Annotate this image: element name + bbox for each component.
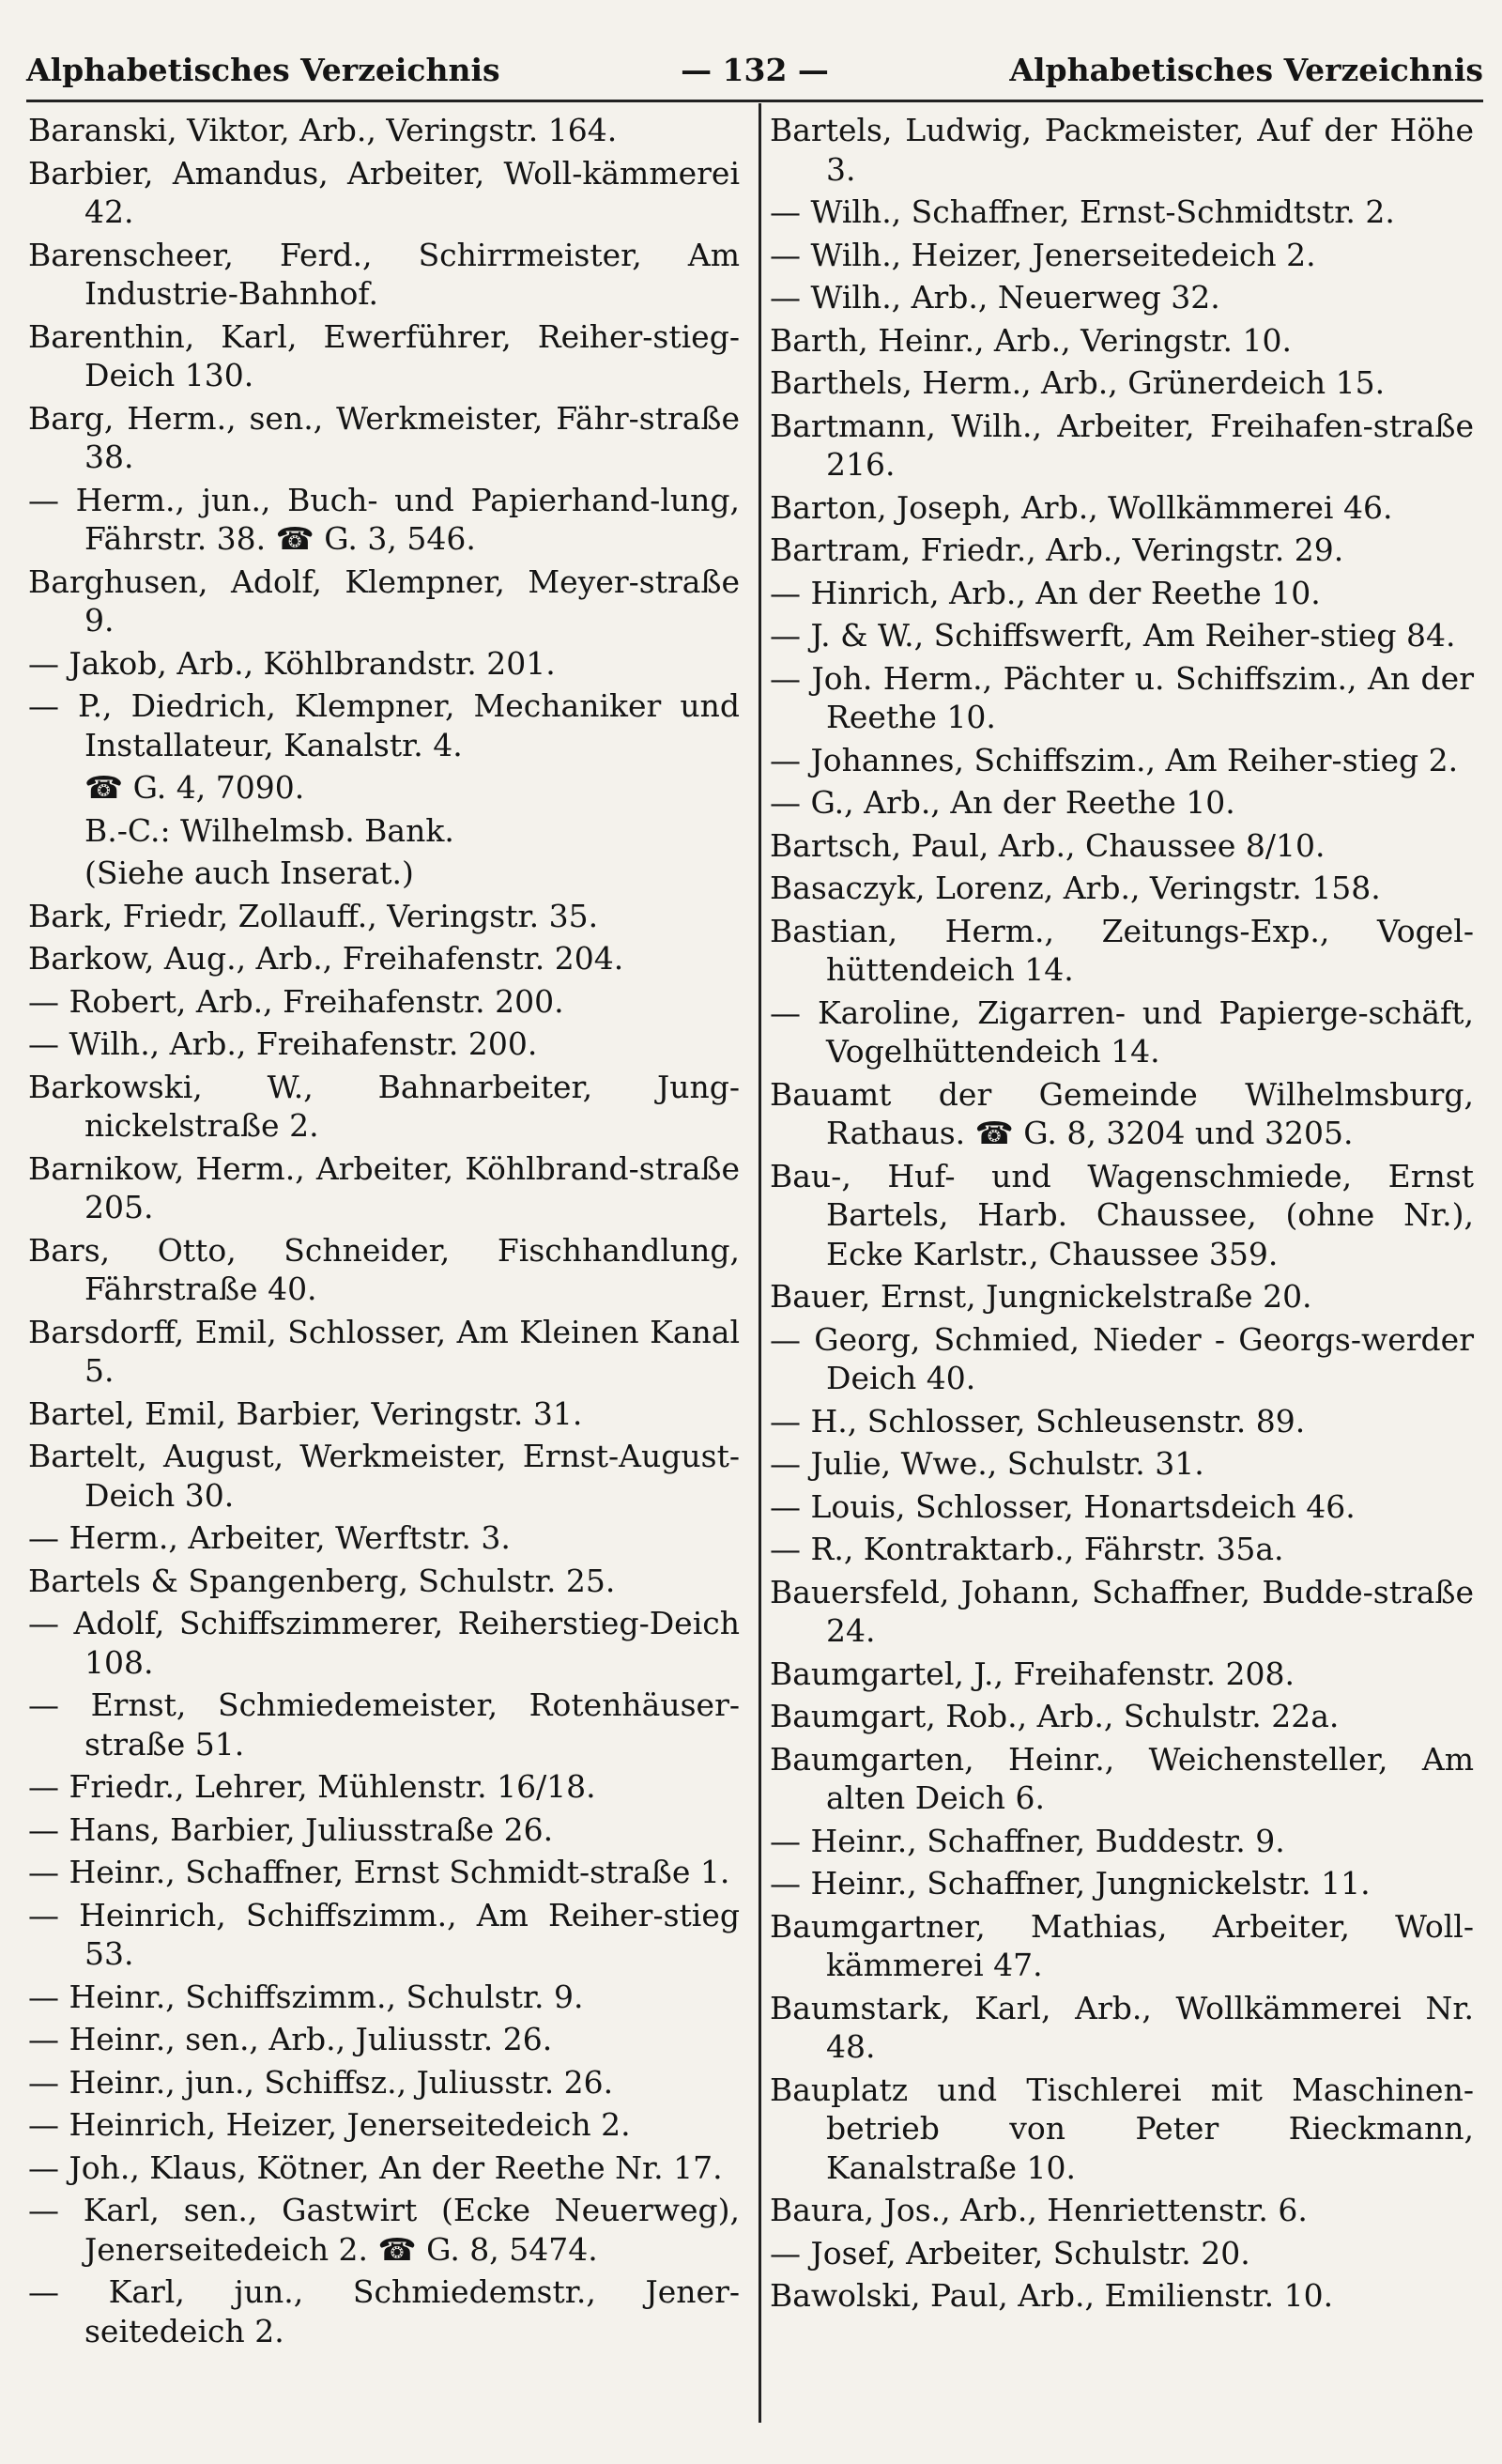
- header-right-title: Alphabetisches Verzeichnis: [1009, 51, 1483, 88]
- directory-entry: — Joh., Klaus, Kötner, An der Reethe Nr. 17.: [28, 2148, 723, 2186]
- directory-entry: — G., Arb., An der Reethe 10.: [770, 784, 1235, 821]
- directory-entry: Bauer, Ernst, Jungnickelstraße 20.: [770, 1278, 1312, 1315]
- directory-entry: — Herm., jun., Buch- und Papierhand-lung, Fährstr. 38. ☎ G. 3, 546.: [28, 481, 740, 557]
- directory-entry: Barenscheer, Ferd., Schirrmeister, Am Industrie-Bahnhof.: [28, 236, 740, 312]
- directory-entry: — Heinr., Schaffner, Ernst Schmidt-straße 1.: [28, 1854, 730, 1890]
- directory-entry: Baumgartner, Mathias, Arbeiter, Woll-kämmerei 47.: [770, 1907, 1474, 1983]
- directory-entry: Bartelt, August, Werkmeister, Ernst-August-Deich 30.: [28, 1438, 740, 1514]
- directory-entry: — Karl, sen., Gastwirt (Ecke Neuerweg), Jenerseitedeich 2. ☎ G. 8, 5474.: [28, 2192, 740, 2268]
- directory-entry: Bastian, Herm., Zeitungs-Exp., Vogel-hüttendeich 14.: [770, 912, 1474, 988]
- page-number: — 132 —: [681, 51, 829, 88]
- directory-entry: Barkowski, W., Bahnarbeiter, Jung-nickelstraße 2.: [28, 1068, 740, 1144]
- directory-entry: — Friedr., Lehrer, Mühlenstr. 16/18.: [28, 1768, 596, 1805]
- directory-entry: Bars, Otto, Schneider, Fischhandlung, Fährstraße 40.: [28, 1231, 740, 1307]
- directory-entry: Bau-, Huf- und Wagenschmiede, Ernst Bartels, Harb. Chaussee, (ohne Nr.), Ecke Karlstr., Chaussee 359.: [770, 1157, 1474, 1272]
- directory-entry: Bark, Friedr, Zollauff., Veringstr. 35.: [28, 897, 599, 934]
- directory-entry: — J. & W., Schiffswerft, Am Reiher-stieg 84.: [770, 617, 1456, 654]
- directory-entry: — Robert, Arb., Freihafenstr. 200.: [28, 982, 564, 1020]
- directory-entry: — Hinrich, Arb., An der Reethe 10.: [770, 574, 1321, 611]
- directory-entry: — Hans, Barbier, Juliusstraße 26.: [28, 1810, 554, 1848]
- directory-entry: Bartels & Spangenberg, Schulstr. 25.: [28, 1562, 616, 1599]
- header-left-title: Alphabetisches Verzeichnis: [26, 51, 500, 88]
- directory-entry: Bartels, Ludwig, Packmeister, Auf der Höhe 3.: [770, 112, 1474, 188]
- directory-entry: — Wilh., Arb., Neuerweg 32.: [770, 279, 1220, 316]
- directory-entry: — Julie, Wwe., Schulstr. 31.: [770, 1445, 1204, 1482]
- directory-entry: — Heinr., Schiffszimm., Schulstr. 9.: [28, 1978, 584, 2015]
- directory-entry: Barth, Heinr., Arb., Veringstr. 10.: [770, 321, 1292, 359]
- directory-entry: Baumstark, Karl, Arb., Wollkämmerei Nr. 48.: [770, 1989, 1474, 2065]
- directory-entry: — Georg, Schmied, Nieder - Georgs-werder Deich 40.: [770, 1320, 1474, 1396]
- directory-entry: — H., Schlosser, Schleusenstr. 89.: [770, 1402, 1306, 1440]
- left-column: [28, 111, 740, 2354]
- directory-entry: — Heinr., jun., Schiffsz., Juliusstr. 26.: [28, 2063, 614, 2101]
- directory-entry: Bartram, Friedr., Arb., Veringstr. 29.: [770, 531, 1344, 568]
- directory-entry: — Heinr., sen., Arb., Juliusstr. 26.: [28, 2021, 553, 2057]
- directory-entry: — Heinrich, Heizer, Jenerseitedeich 2.: [28, 2106, 631, 2143]
- directory-entry: — P., Diedrich, Klempner, Mechaniker und Installateur, Kanalstr. 4.: [28, 687, 740, 763]
- directory-entry: Bauamt der Gemeinde Wilhelmsburg, Rathaus. ☎ G. 8, 3204 und 3205.: [770, 1075, 1474, 1151]
- directory-entry: Barbier, Amandus, Arbeiter, Woll-kämmerei 42.: [28, 154, 740, 230]
- directory-entry: — Louis, Schlosser, Honartsdeich 46.: [770, 1487, 1356, 1525]
- directory-entry: Barthels, Herm., Arb., Grünerdeich 15.: [770, 364, 1386, 401]
- column-divider: [759, 103, 761, 2423]
- directory-entry: Bartsch, Paul, Arb., Chaussee 8/10.: [770, 826, 1326, 864]
- directory-entry: — Ernst, Schmiedemeister, Rotenhäuser-straße 51.: [28, 1686, 740, 1763]
- directory-entry: Barsdorff, Emil, Schlosser, Am Kleinen Kanal 5.: [28, 1313, 740, 1389]
- directory-entry: Bartmann, Wilh., Arbeiter, Freihafen-straße 216.: [770, 407, 1474, 483]
- directory-entry: Baumgarten, Heinr., Weichensteller, Am alten Deich 6.: [770, 1740, 1474, 1816]
- directory-entry: — Wilh., Heizer, Jenerseitedeich 2.: [770, 236, 1316, 273]
- directory-entry: — Heinr., Schaffner, Jungnickelstr. 11.: [770, 1865, 1371, 1902]
- directory-entry: Bartel, Emil, Barbier, Veringstr. 31.: [28, 1394, 583, 1432]
- directory-entry: — Herm., Arbeiter, Werftstr. 3.: [28, 1519, 511, 1556]
- directory-entry: — Wilh., Arb., Freihafenstr. 200.: [28, 1025, 538, 1062]
- directory-entry: Barghusen, Adolf, Klempner, Meyer-straße 9.: [28, 562, 740, 639]
- directory-entry: Barton, Joseph, Arb., Wollkämmerei 46.: [770, 488, 1393, 526]
- directory-entry: Bauplatz und Tischlerei mit Maschinen-betrieb von Peter Rieckmann, Kanalstraße 10.: [770, 2071, 1474, 2186]
- page-header: [26, 45, 1483, 94]
- directory-entry: Barenthin, Karl, Ewerführer, Reiher-stieg-Deich 130.: [28, 317, 740, 393]
- directory-entry: — Karl, jun., Schmiedemstr., Jener-seitedeich 2.: [28, 2273, 740, 2349]
- directory-entry: Barg, Herm., sen., Werkmeister, Fähr-straße 38.: [28, 399, 740, 475]
- directory-entry: — Johannes, Schiffszim., Am Reiher-stieg 2.: [770, 741, 1459, 778]
- directory-entry: Baranski, Viktor, Arb., Veringstr. 164.: [28, 112, 618, 148]
- directory-entry: — Jakob, Arb., Köhlbrandstr. 201.: [28, 644, 556, 682]
- directory-entry: ☎ G. 4, 7090.: [84, 769, 305, 806]
- directory-entry: — Joh. Herm., Pächter u. Schiffszim., An der Reethe 10.: [770, 659, 1474, 735]
- directory-entry: Bauersfeld, Johann, Schaffner, Budde-straße 24.: [770, 1573, 1474, 1649]
- directory-entry: Barnikow, Herm., Arbeiter, Köhlbrand-straße 205.: [28, 1149, 740, 1225]
- directory-entry: — Heinrich, Schiffszimm., Am Reiher-stieg 53.: [28, 1896, 740, 1972]
- directory-entry: Baumgartel, J., Freihafenstr. 208.: [770, 1655, 1295, 1692]
- directory-entry: — Adolf, Schiffszimmerer, Reiherstieg-Deich 108.: [28, 1605, 740, 1681]
- right-column: [770, 111, 1474, 2319]
- directory-entry: B.-C.: Wilhelmsb. Bank.: [84, 811, 454, 849]
- directory-entry: Baumgart, Rob., Arb., Schulstr. 22a.: [770, 1698, 1340, 1734]
- directory-entry: Baura, Jos., Arb., Henriettenstr. 6.: [770, 2192, 1308, 2228]
- directory-entry: — Josef, Arbeiter, Schulstr. 20.: [770, 2234, 1250, 2272]
- directory-entry: — Heinr., Schaffner, Buddestr. 9.: [770, 1822, 1285, 1859]
- directory-entry: — Wilh., Schaffner, Ernst-Schmidtstr. 2.: [770, 193, 1395, 230]
- directory-entry: — R., Kontraktarb., Fährstr. 35a.: [770, 1531, 1284, 1567]
- directory-entry: Basaczyk, Lorenz, Arb., Veringstr. 158.: [770, 870, 1381, 906]
- directory-entry: Bawolski, Paul, Arb., Emilienstr. 10.: [770, 2277, 1334, 2314]
- directory-entry: (Siehe auch Inserat.): [84, 855, 414, 891]
- header-rule: [26, 100, 1483, 102]
- directory-entry: — Karoline, Zigarren- und Papierge-schäft, Vogelhüttendeich 14.: [770, 993, 1474, 1070]
- directory-entry: Barkow, Aug., Arb., Freihafenstr. 204.: [28, 940, 624, 977]
